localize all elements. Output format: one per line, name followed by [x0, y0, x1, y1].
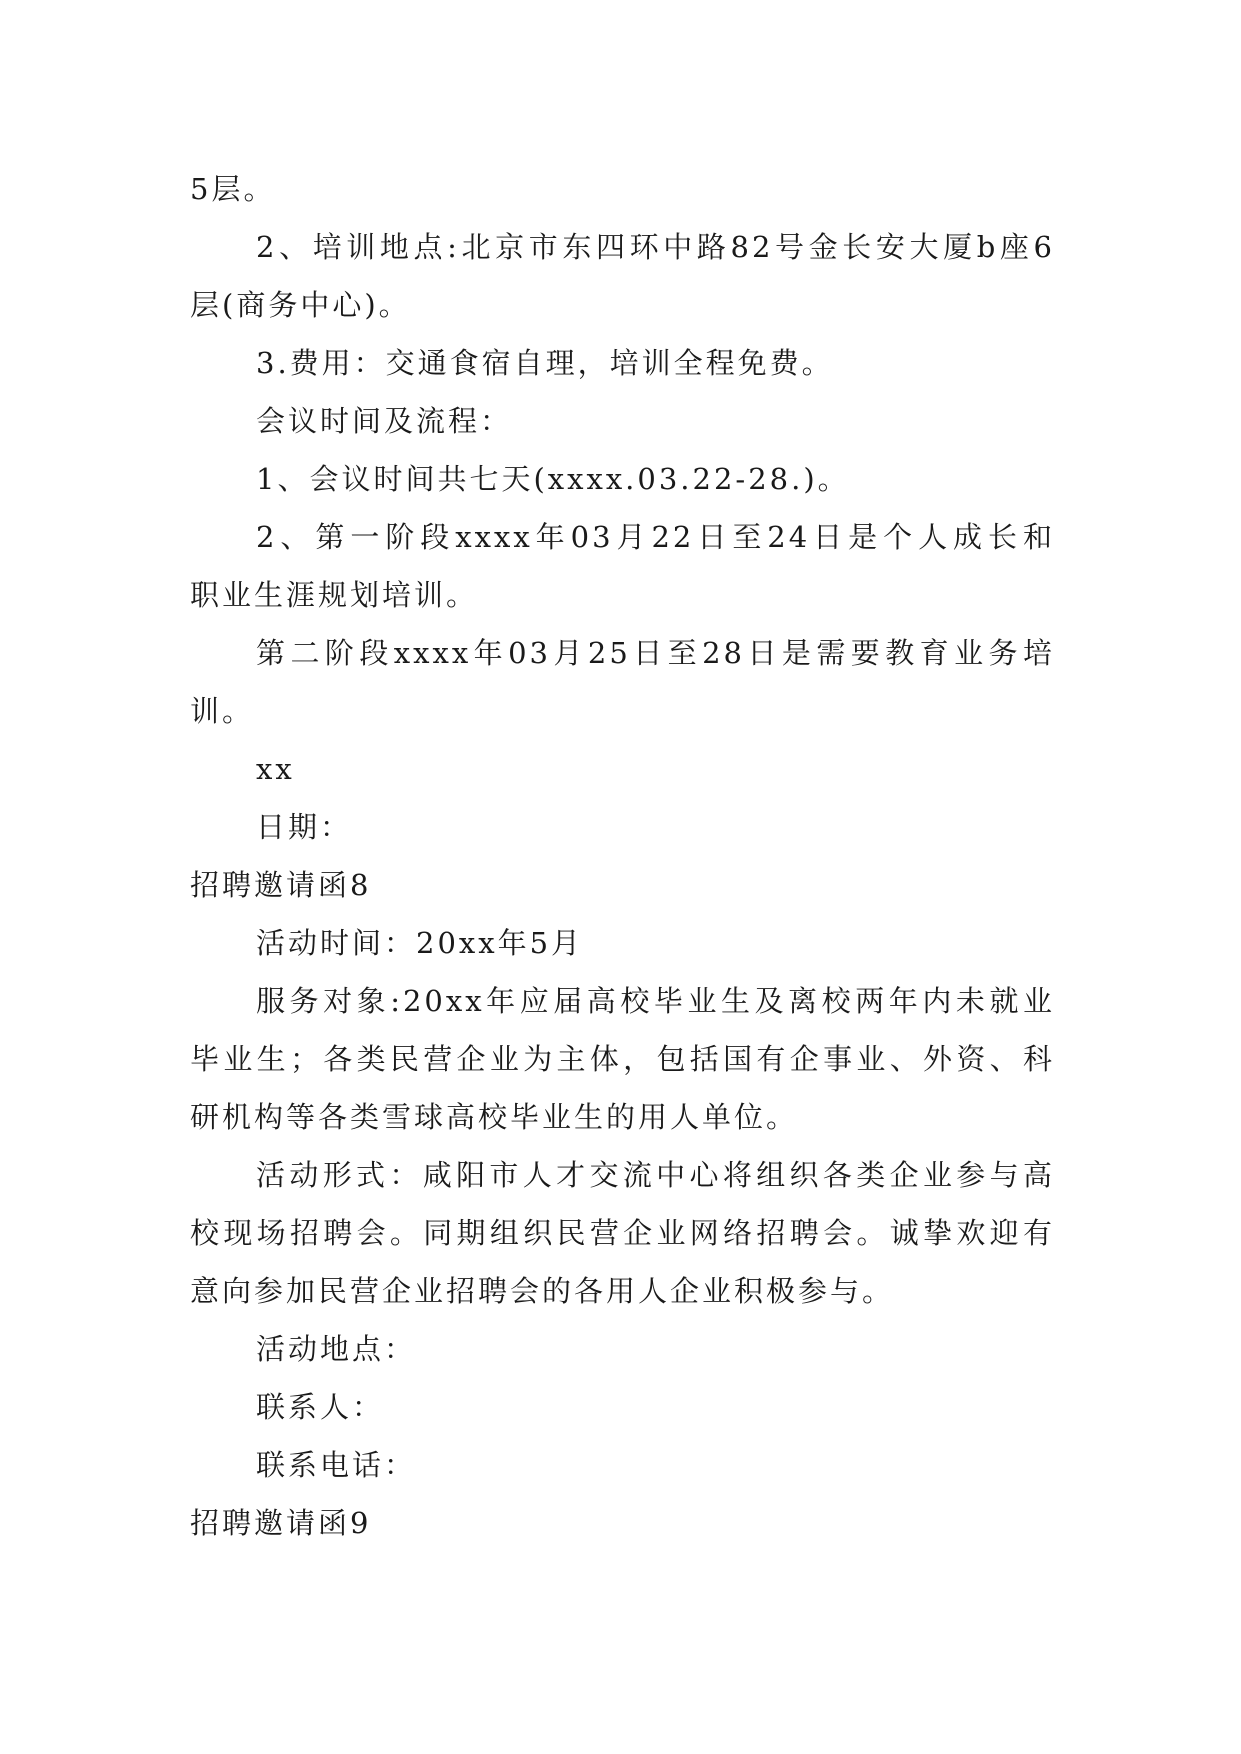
text-line: 研机构等各类雪球高校毕业生的用人单位。: [190, 1100, 799, 1134]
text-line: 活动地点：: [256, 1332, 417, 1366]
text-line: 2、第一阶段xxxx年03月22日至24日是个人成长和: [256, 520, 1055, 554]
text-line: 层(商务中心)。: [190, 288, 411, 322]
text-line: 会议时间及流程：: [256, 404, 513, 438]
section-heading: 招聘邀请函9: [190, 1506, 372, 1540]
text-line: 日期：: [256, 810, 353, 844]
text-line: 职业生涯规划培训。: [190, 578, 479, 612]
text-line: 意向参加民营企业招聘会的各用人企业积极参与。: [190, 1274, 895, 1308]
text-line: xx: [256, 752, 295, 786]
text-line: 联系人：: [256, 1390, 385, 1424]
text-line: 活动时间：20xx年5月: [256, 926, 584, 960]
section-heading: 招聘邀请函8: [190, 868, 372, 902]
text-line: 1、会议时间共七天(xxxx.03.22-28.)。: [256, 462, 850, 496]
document-body: [190, 160, 1055, 1552]
text-line: 5层。: [190, 172, 276, 206]
text-line: 校现场招聘会。同期组织民营企业网络招聘会。诚挚欢迎有: [190, 1216, 1055, 1250]
text-line: 毕业生；各类民营企业为主体，包括国有企事业、外资、科: [190, 1042, 1055, 1076]
text-line: 训。: [190, 694, 255, 728]
text-line: 3.费用：交通食宿自理，培训全程免费。: [256, 346, 834, 380]
text-line: 联系电话：: [256, 1448, 417, 1482]
text-line: 第二阶段xxxx年03月25日至28日是需要教育业务培: [256, 636, 1055, 670]
text-line: 2、培训地点:北京市东四环中路82号金长安大厦b座6: [256, 230, 1055, 264]
text-line: 活动形式：咸阳市人才交流中心将组织各类企业参与高: [256, 1158, 1055, 1192]
text-line: 服务对象:20xx年应届高校毕业生及离校两年内未就业: [256, 984, 1055, 1018]
